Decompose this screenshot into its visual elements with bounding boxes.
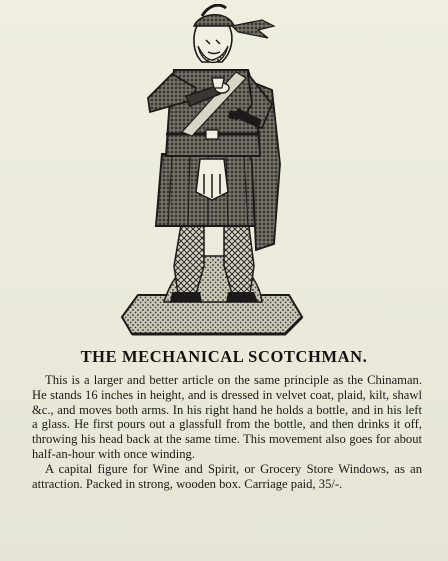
article-title: THE MECHANICAL SCOTCHMAN. — [80, 347, 368, 366]
scotchman-illustration — [112, 4, 312, 342]
scotchman-figure-icon — [112, 4, 312, 342]
pricing-paragraph: A capital figure for Wine and Spirit, or Grocery Store Windows, as an attraction. Packed in strong, wooden box. Carriage paid, 35/-. — [32, 461, 422, 491]
article-body — [32, 373, 422, 491]
description-paragraph: This is a larger and better article on the same principle as the Chinaman. He stands 16 inches in height, and is dressed in velvet coat, plaid, kilt, shawl &c., and moves both arms. In his right hand he holds a bottle, and in his left a glass. He first pours out a glassfull from the bottle, and then drinks it off, throwing his head back at the same time. This movement also goes for about half-an-hour with once winding. — [32, 373, 422, 461]
